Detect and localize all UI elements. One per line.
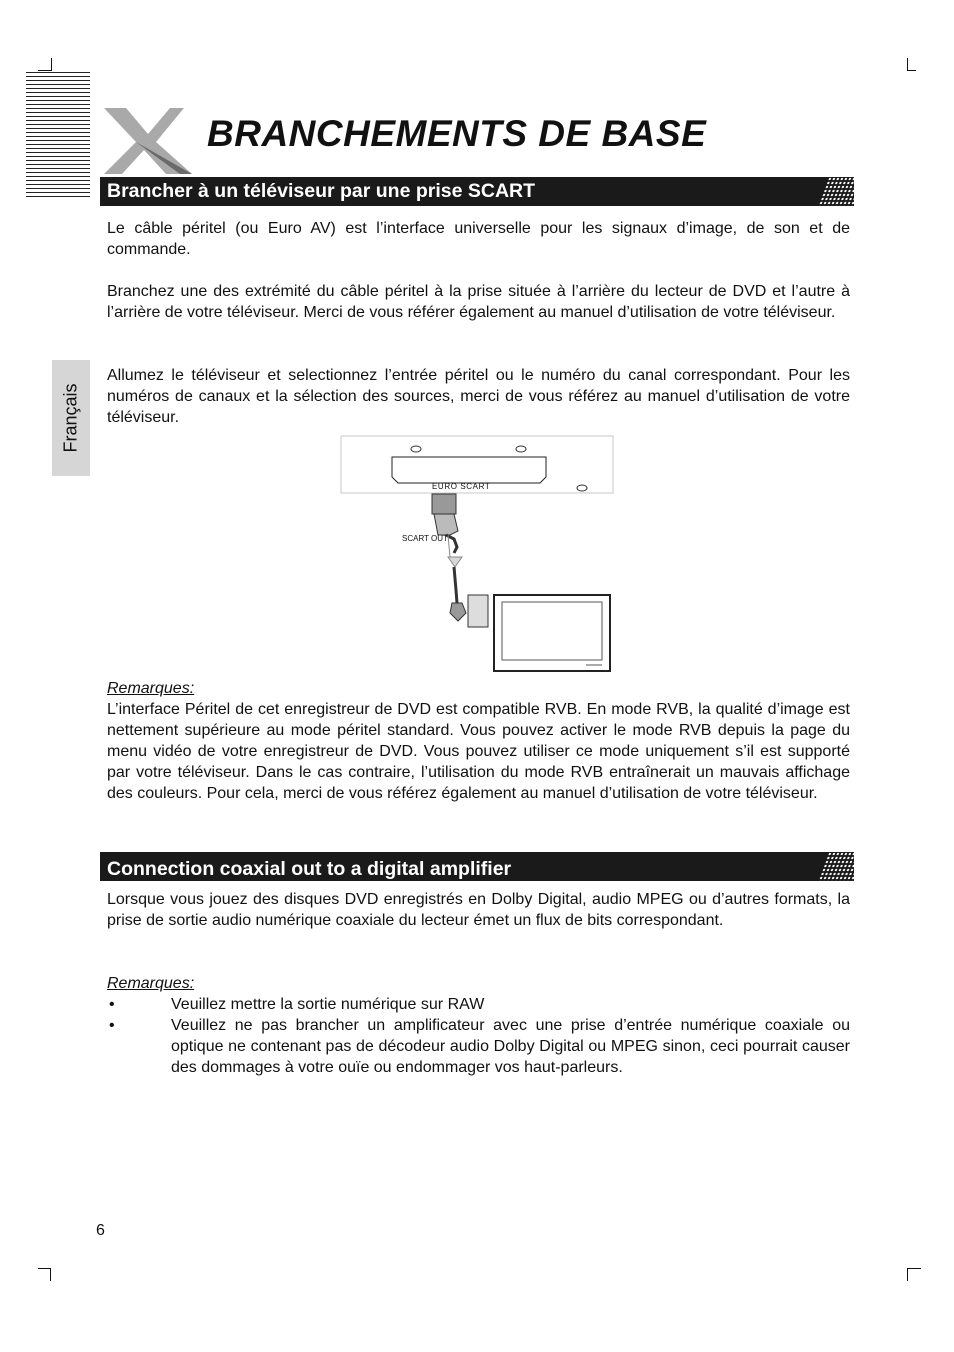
header-stripes bbox=[26, 72, 90, 200]
crop-mark-bottom-left-vertical bbox=[50, 1268, 51, 1281]
euro-scart-label: EURO SCART bbox=[432, 482, 491, 491]
section-heading-bar bbox=[100, 852, 854, 881]
list-item-text: Veuillez mettre la sortie numérique sur RAW bbox=[171, 996, 485, 1013]
scart-out-label: SCART OUT bbox=[402, 534, 448, 543]
x-logo bbox=[96, 104, 196, 176]
language-tab bbox=[52, 360, 90, 476]
heading-dots-decoration bbox=[818, 177, 865, 206]
bullet-symbol: • bbox=[109, 996, 115, 1013]
crop-mark-top-left bbox=[38, 70, 52, 71]
crop-mark-top-left-vertical bbox=[51, 58, 52, 71]
page-title: BRANCHEMENTS DE BASE bbox=[207, 113, 707, 154]
notes-heading: Remarques: bbox=[107, 680, 195, 697]
notes-paragraph: L’interface Péritel de cet enregistreur de DVD est compatible RVB. En mode RVB, la qualité d’image est nettement supérieure au mode péritel standard. Vous pouvez activer le mode RVB depuis la page du menu vidéo de votre enregistreur de DVD. Vous pouvez utiliser ce mode uniquement s’il est supporté par votre téléviseur. Dans le cas contraire, l’utilisation du mode RVB entraînerait un mauvais affichage des couleurs. Pour cela, merci de vous référez également au manuel d’utilisation de votre téléviseur. bbox=[107, 701, 850, 802]
crop-mark-bottom-right-vertical bbox=[907, 1268, 908, 1281]
section-heading-bar bbox=[100, 177, 854, 206]
notes-heading: Remarques: bbox=[107, 975, 195, 992]
scart-connection-diagram bbox=[340, 435, 614, 675]
paragraph: Le câble péritel (ou Euro AV) est l’interface universelle pour les signaux d’image, de son et de commande. bbox=[107, 220, 850, 258]
heading-dots-decoration bbox=[818, 852, 865, 881]
page-number: 6 bbox=[96, 1222, 105, 1239]
paragraph: Lorsque vous jouez des disques DVD enregistrés en Dolby Digital, audio MPEG ou d’autres formats, la prise de sortie audio numérique coaxiale du lecteur émet un flux de bits correspondant. bbox=[107, 891, 850, 929]
section-heading: Brancher à un téléviseur par une prise SCART bbox=[107, 180, 536, 202]
paragraph: Branchez une des extrémité du câble péritel à la prise située à l’arrière du lecteur de DVD et l’autre à l’arrière de votre téléviseur. Merci de vous référer également au manuel d’utilisation de votre téléviseur. bbox=[107, 283, 850, 321]
bullet-symbol: • bbox=[109, 1017, 115, 1034]
list-item bbox=[107, 1015, 850, 1078]
paragraph: Allumez le téléviseur et selectionnez l’entrée péritel ou le numéro du canal correspondant. Pour les numéros de canaux et la sélection des sources, merci de vous référez au manuel d’utilisation de votre téléviseur. bbox=[107, 367, 850, 426]
list-item bbox=[107, 994, 850, 1015]
section-heading: Connection coaxial out to a digital amplifier bbox=[107, 858, 512, 880]
language-tab-label: Français bbox=[60, 383, 81, 453]
crop-mark-bottom-right bbox=[907, 1268, 921, 1269]
list-item-text: Veuillez ne pas brancher un amplificateur avec une prise d’entrée numérique coaxiale ou optique ne contenant pas de décodeur audio Dolby Digital ou MPEG sinon, ceci pourrait causer des dommages à votre ouïe ou endommager vos haut-parleurs. bbox=[171, 1017, 850, 1076]
crop-mark-top-right-horizontal bbox=[907, 70, 916, 71]
